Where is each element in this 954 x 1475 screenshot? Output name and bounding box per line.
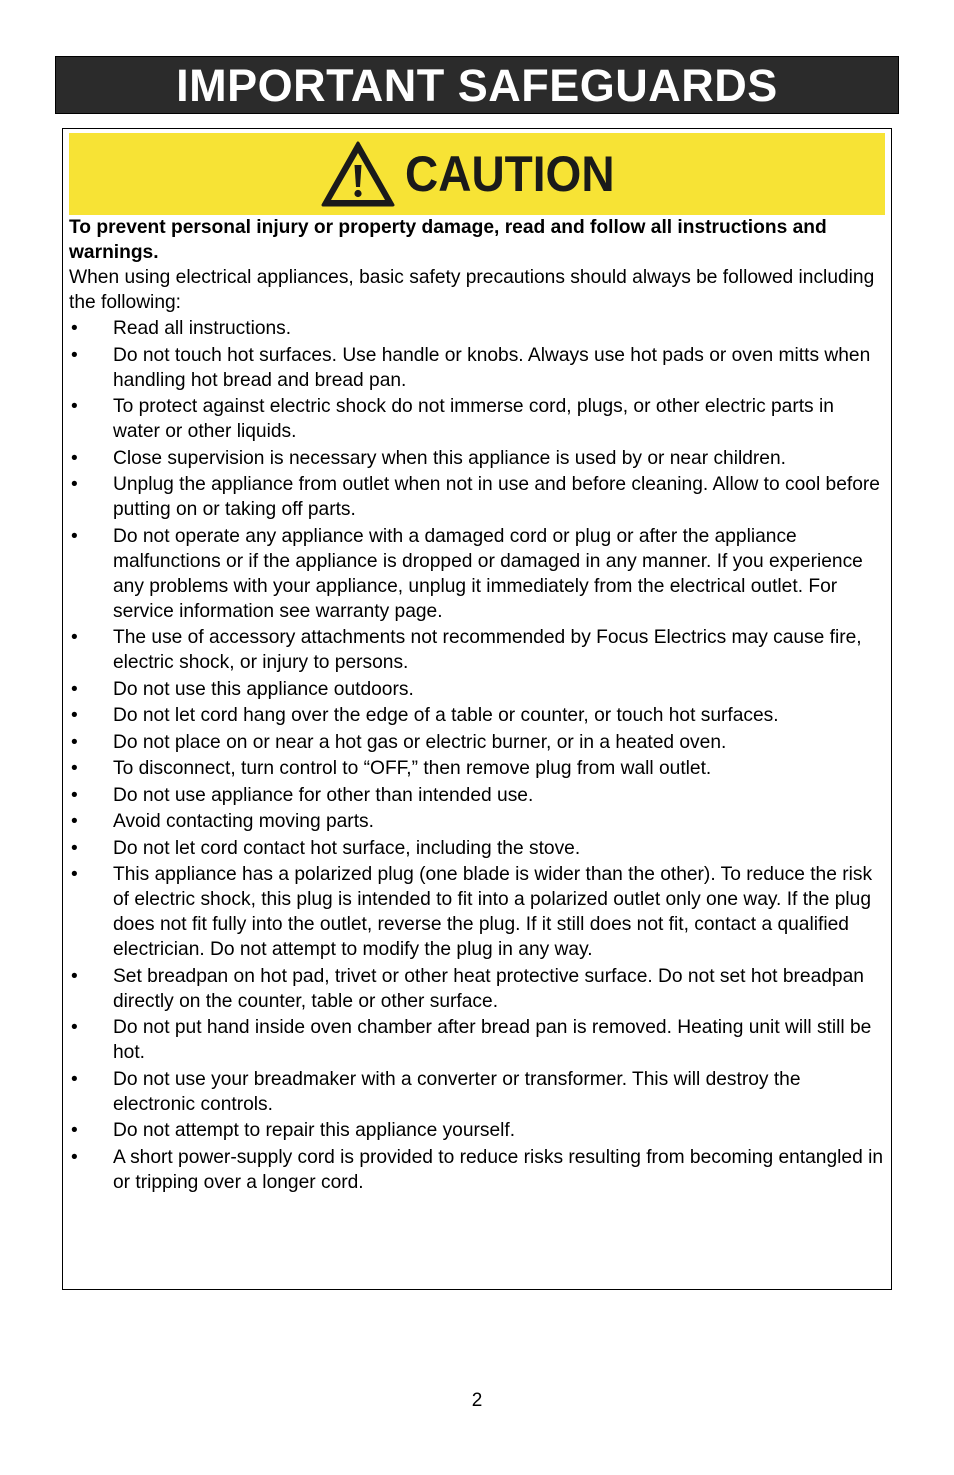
safeguards-text [69,215,885,1196]
list-item [69,1067,885,1117]
bullet-icon: • [71,1146,78,1168]
bullet-icon: • [71,318,78,339]
list-item-text: Do not use appliance for other than intended use. [113,784,534,806]
bullet-icon: • [71,731,78,753]
list-item-text: Do not place on or near a hot gas or electric burner, or in a heated oven. [113,731,727,753]
list-item-text: Do not use your breadmaker with a converter or transformer. This will destroy the electronic controls. [113,1068,801,1115]
list-item-text: Do not let cord hang over the edge of a table or counter, or touch hot surfaces. [113,705,779,726]
warning-triangle-icon [321,141,395,207]
safeguard-list [69,316,885,1195]
list-item-text: Avoid contacting moving parts. [113,811,374,832]
list-item-text: Do not touch hot surfaces. Use handle or knobs. Always use hot pads or oven mitts when handling hot bread and bread pan. [113,344,871,391]
list-item-text: To disconnect, turn control to “OFF,” then remove plug from wall outlet. [113,758,712,779]
bullet-icon: • [71,864,78,885]
list-item [69,1015,885,1065]
list-item [69,394,885,444]
bullet-icon: • [71,627,78,648]
list-item [69,1118,885,1143]
list-item-text: Close supervision is necessary when this appliance is used by or near children. [113,447,786,469]
list-item [69,446,885,471]
list-item [69,964,885,1014]
list-item-text: Set breadpan on hot pad, trivet or other heat protective surface. Do not set hot breadpan directly on the counter, table or other surface. [113,965,864,1012]
bullet-icon: • [71,965,78,987]
intro-text: When using electrical appliances, basic safety precautions should always be followed including the following: [69,267,875,313]
bullet-icon: • [71,758,78,779]
list-item [69,472,885,522]
bullet-icon: • [71,811,78,832]
list-item-text: This appliance has a polarized plug (one blade is wider than the other). To reduce the risk of electric shock, this plug is intended to fit into a polarized outlet only one way. If the plug does not fit fully into the outlet, reverse the plug. If it still does not fit, contact a qualified electrician. Do not attempt to modify the plug in any way. [113,864,873,960]
list-item [69,703,885,728]
list-item-text: Read all instructions. [113,318,292,339]
title-bar [55,56,899,114]
list-item [69,625,885,675]
bullet-icon: • [71,447,78,469]
list-item-text: A short power-supply cord is provided to reduce risks resulting from becoming entangled in or tripping over a longer cord. [113,1146,884,1193]
bullet-icon: • [71,1017,78,1038]
list-item [69,316,885,341]
page-title: IMPORTANT SAFEGUARDS [176,59,778,111]
intro-warning: To prevent personal injury or property damage, read and follow all instructions and warnings. [69,217,827,263]
list-item [69,677,885,702]
caution-inner [321,141,633,207]
list-item [69,809,885,834]
safeguards-box [62,128,892,1290]
list-item [69,343,885,393]
bullet-icon: • [71,396,78,417]
caution-banner [69,133,885,215]
caution-label: CAUTION [405,146,615,202]
list-item [69,524,885,624]
bullet-icon: • [71,474,78,495]
list-item [69,756,885,781]
list-item-text: To protect against electric shock do not immerse cord, plugs, or other electric parts in water or other liquids. [113,396,834,442]
bullet-icon: • [71,1068,78,1090]
list-item-text: Do not attempt to repair this appliance yourself. [113,1120,516,1141]
list-item [69,836,885,861]
bullet-icon: • [71,705,78,726]
bullet-icon: • [71,525,78,547]
list-item [69,783,885,808]
bullet-icon: • [71,678,78,700]
list-item-text: Unplug the appliance from outlet when not in use and before cleaning. Allow to cool before putting on or taking off parts. [113,474,880,520]
list-item [69,730,885,755]
bullet-icon: • [71,837,78,859]
list-item-text: Do not let cord contact hot surface, including the stove. [113,837,581,859]
list-item-text: The use of accessory attachments not recommended by Focus Electrics may cause fire, electric shock, or injury to persons. [113,627,862,673]
list-item [69,862,885,962]
page-number: 2 [471,1390,483,1411]
list-item-text: Do not operate any appliance with a damaged cord or plug or after the appliance malfunctions or if the appliance is dropped or damaged in any manner. If you experience any problems with your appliance, unplug it immediately from the electrical outlet. For service information see warranty page. [113,525,863,622]
bullet-icon: • [71,1120,78,1141]
list-item-text: Do not put hand inside oven chamber after bread pan is removed. Heating unit will still be hot. [113,1017,872,1063]
bullet-icon: • [71,344,78,366]
list-item-text: Do not use this appliance outdoors. [113,678,414,700]
list-item [69,1145,885,1195]
bullet-icon: • [71,784,78,806]
